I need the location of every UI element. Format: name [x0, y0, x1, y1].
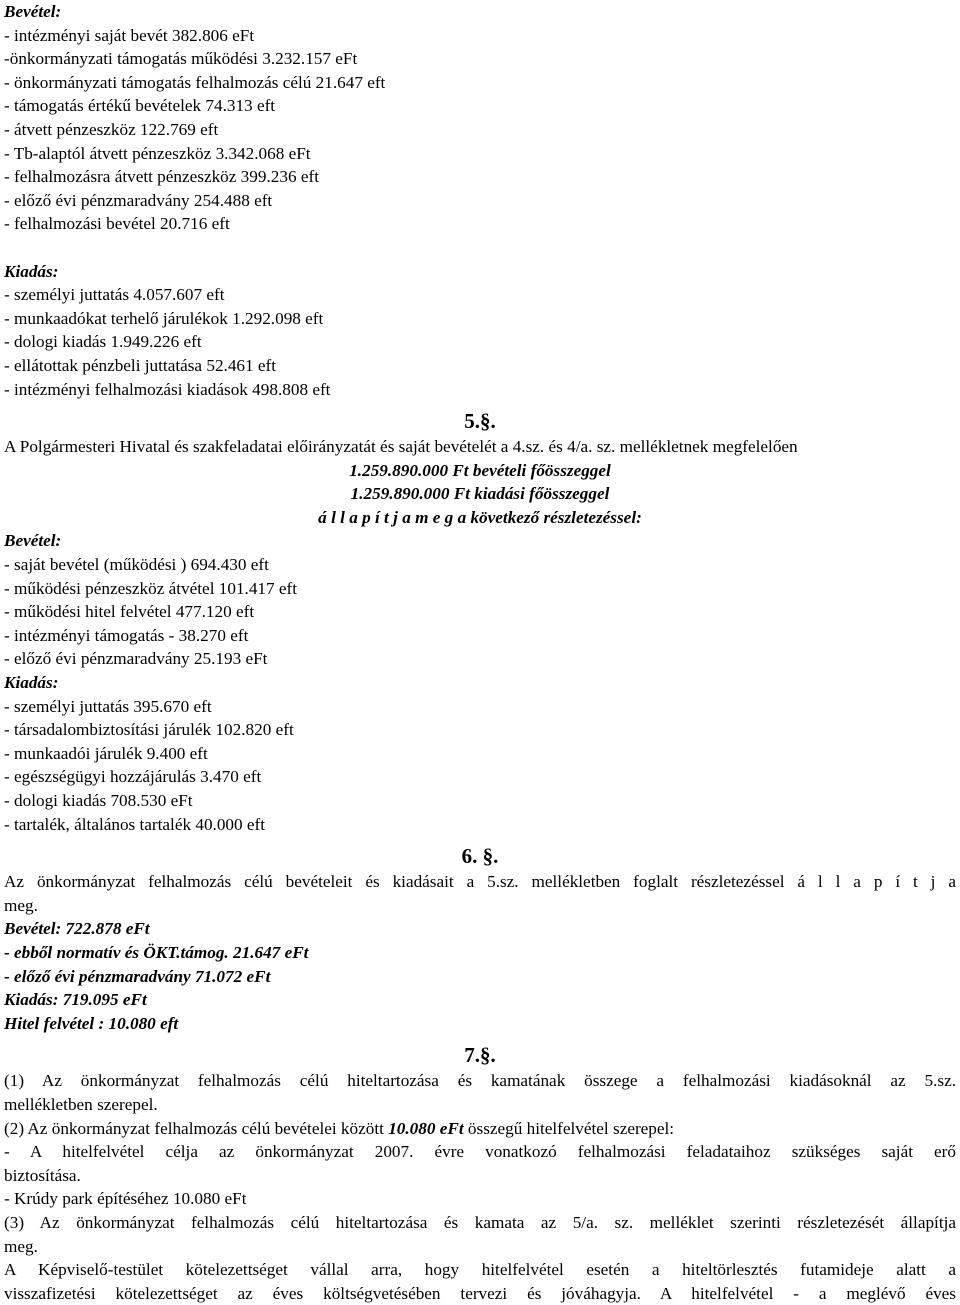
s7-p3-line2: meg.: [4, 1236, 38, 1256]
s5-expense-title: Kiadás:: [4, 673, 59, 693]
list-item: - saját bevétel (működési ) 694.430 eft: [4, 555, 269, 575]
s4-income-title: Bevétel:: [4, 2, 62, 21]
list-item: - átvett pénzeszköz 122.769 eft: [4, 119, 219, 139]
s7-p2-item2: - Krúdy park építéséhez 10.080 eFt: [4, 1189, 247, 1209]
s7-p2-post: összegű hitelfelvétel szerepel:: [463, 1118, 675, 1138]
list-item: Kiadás: 719.095 eFt: [4, 990, 147, 1010]
s4-expense-list: [4, 283, 956, 401]
list-item: - támogatás értékű bevételek 74.313 eft: [4, 96, 276, 116]
s7-p1-line2: mellékletben szerepel.: [4, 1094, 158, 1114]
list-item: - ebből normatív és ÖKT.támog. 21.647 eFt: [4, 942, 309, 962]
list-item: - dologi kiadás 708.530 eFt: [4, 791, 193, 810]
s5-income-title: Bevétel:: [4, 531, 62, 551]
list-item: - személyi juttatás 395.670 eft: [4, 696, 212, 716]
section-5-heading: 5.§.: [464, 409, 496, 434]
list-item: - önkormányzati támogatás felhalmozás célú 21.647 eft: [4, 72, 386, 92]
s5-income-list: [4, 553, 956, 671]
list-item: -önkormányzati támogatás működési 3.232.157 eFt: [4, 49, 358, 69]
list-item: - dologi kiadás 1.949.226 eft: [4, 332, 202, 352]
s5-establish: á l l a p í t j a m e g a következő részletezéssel:: [318, 507, 642, 527]
s6-intro-line2: meg.: [4, 895, 38, 915]
s4-income-list: [4, 24, 956, 236]
list-item: - intézményi saját bevét 382.806 eFt: [4, 25, 255, 45]
list-item: - munkaadói járulék 9.400 eft: [4, 743, 208, 763]
list-item: - működési pénzeszköz átvétel 101.417 eft: [4, 578, 298, 598]
list-item: - előző évi pénzmaradvány 25.193 eFt: [4, 649, 268, 669]
s4-income-block: [4, 0, 956, 236]
list-item: - tartalék, általános tartalék 40.000 eft: [4, 814, 266, 834]
s7-p1-line1: (1) Az önkormányzat felhalmozás célú hiteltartozása és kamatának összege a felhalmozási kiadásoknál az 5.sz.: [4, 1071, 956, 1091]
section-6-heading: 6. §.: [461, 844, 499, 869]
list-item: - működési hitel felvétel 477.120 eft: [4, 602, 255, 622]
s5-total-income: 1.259.890.000 Ft bevételi főösszeggel: [349, 460, 611, 480]
s7-p2-amount: 10.080 eFt: [388, 1118, 464, 1138]
s7-p2-item1-line1: - A hitelfelvétel célja az önkormányzat 2007. évre vonatkozó felhalmozási feladataihoz szükséges saját erő: [4, 1142, 956, 1162]
list-item: - intézményi támogatás - 38.270 eft: [4, 625, 249, 645]
s5-expense-list: [4, 695, 956, 837]
list-item: - társadalombiztosítási járulék 102.820 eft: [4, 720, 294, 740]
list-item: - személyi juttatás 4.057.607 eft: [4, 285, 225, 305]
list-item: - munkaadókat terhelő járulékok 1.292.098 eft: [4, 308, 324, 328]
s7-p4-line1: A Képviselő-testület kötelezettséget vállal arra, hogy hitelfelvétel esetén a hiteltörlesztés futamideje alatt a: [4, 1260, 956, 1280]
s6-items: [4, 917, 956, 1035]
section-7-heading: 7.§.: [464, 1043, 496, 1068]
list-item: - intézményi felhalmozási kiadások 498.808 eft: [4, 379, 331, 399]
spacer: [4, 236, 956, 260]
list-item: - Tb-alaptól átvett pénzeszköz 3.342.068 eFt: [4, 143, 311, 163]
s4-expense-block: [4, 260, 956, 402]
list-item: - előző évi pénzmaradvány 71.072 eFt: [4, 966, 271, 986]
s7-p4-line2: visszafizetési kötelezettséget az éves költségvetésében tervezi és jóváhagyja. A hitelfelvétel - a meglévő éves: [4, 1283, 956, 1303]
list-item: - felhalmozási bevétel 20.716 eft: [4, 214, 230, 234]
list-item: Bevétel: 722.878 eFt: [4, 919, 150, 939]
list-item: Hitel felvétel : 10.080 eft: [4, 1013, 179, 1033]
s5-intro: A Polgármesteri Hivatal és szakfeladatai előirányzatát és saját bevételét a 4.sz. és 4/a. sz. mellékletnek megfelelően: [4, 437, 798, 457]
s7-p2: [4, 1117, 956, 1141]
s5-total-expense: 1.259.890.000 Ft kiadási főösszeggel: [350, 484, 610, 504]
list-item: - egészségügyi hozzájárulás 3.470 eft: [4, 767, 262, 787]
s4-expense-title: Kiadás:: [4, 261, 59, 281]
s7-p2-pre: (2) Az önkormányzat felhalmozás célú bevételei között: [4, 1118, 389, 1138]
s6-intro-line1: Az önkormányzat felhalmozás célú bevételeit és kiadásait a 5.sz. mellékletben foglalt részletezéssel á l l a p í t j a: [4, 872, 956, 892]
list-item: - előző évi pénzmaradvány 254.488 eft: [4, 190, 273, 210]
document-page: [4, 0, 956, 1305]
s7-p2-item1-line2: biztosítása.: [4, 1165, 81, 1185]
s7-p3-line1: (3) Az önkormányzat felhalmozás célú hiteltartozása és kamata az 5/a. sz. melléklet szerinti részletezését állapítja: [4, 1212, 956, 1232]
list-item: - ellátottak pénzbeli juttatása 52.461 eft: [4, 355, 277, 375]
list-item: - felhalmozásra átvett pénzeszköz 399.236 eft: [4, 167, 319, 187]
